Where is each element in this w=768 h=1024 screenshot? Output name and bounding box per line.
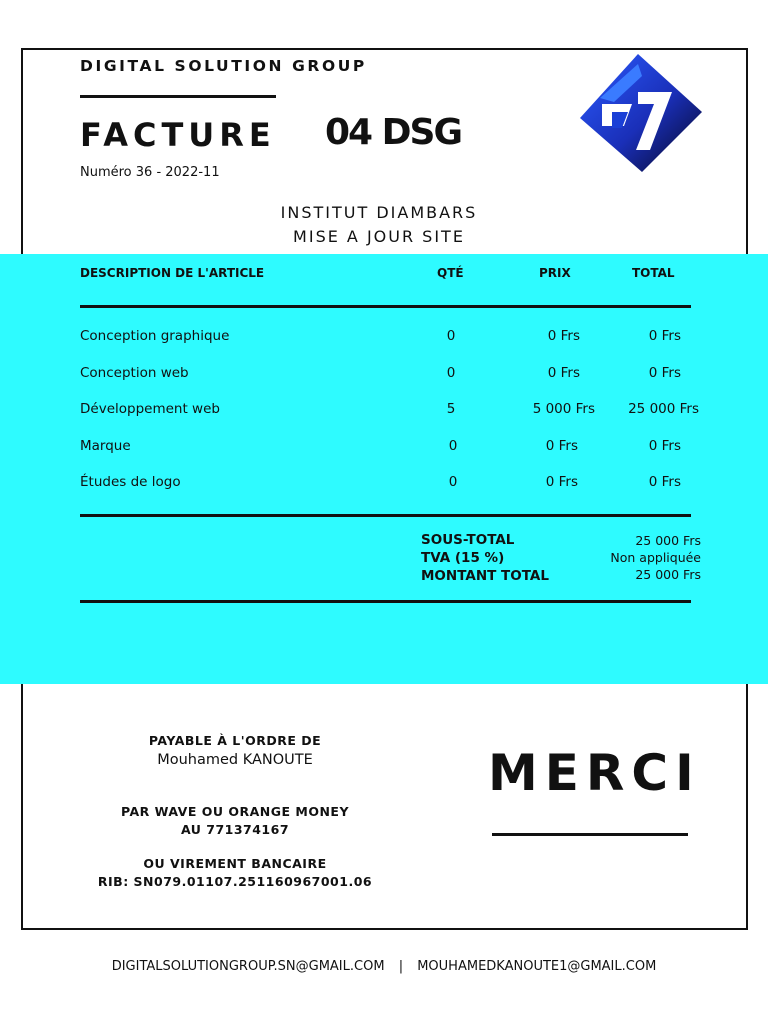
summary-divider [80,600,691,603]
row-total: 25 000 Frs [628,401,699,417]
subtotal-label: SOUS-TOTAL [421,532,515,548]
payable-label: PAYABLE À L'ORDRE DE [148,733,322,748]
total-label: MONTANT TOTAL [421,568,549,584]
row-total: 0 Frs [648,438,681,454]
row-qty: 5 [446,401,456,417]
footer-email-personal[interactable]: MOUHAMEDKANOUTE1@GMAIL.COM [417,959,657,974]
row-total: 0 Frs [648,365,681,381]
row-price: 0 Frs [545,474,578,490]
company-name: DIGITAL SOLUTION GROUP [80,57,367,75]
table-header-divider [80,305,691,308]
column-header-qty: QTÉ [437,266,464,280]
invoice-number: Numéro 36 - 2022-11 [80,165,220,180]
row-description: Conception graphique [80,328,230,344]
footer-separator: | [398,959,404,974]
thanks-divider [492,833,688,836]
mobile-payment-label: PAR WAVE OU ORANGE MONEY [120,804,350,819]
column-header-price: PRIX [539,266,571,280]
invoice-title: FACTURE [80,116,276,154]
row-qty: 0 [448,474,458,490]
tax-value: Non appliquée [610,550,701,565]
row-price: 0 Frs [547,328,580,344]
company-logo-icon [572,52,707,176]
row-description: Études de logo [80,474,181,490]
table-background [0,254,768,684]
column-header-description: DESCRIPTION DE L'ARTICLE [80,266,265,280]
table-footer-divider [80,514,691,517]
row-total: 0 Frs [648,328,681,344]
footer-email-company[interactable]: DIGITALSOLUTIONGROUP.SN@GMAIL.COM [111,959,385,974]
row-description: Développement web [80,401,220,417]
row-price: 5 000 Frs [532,401,595,417]
tax-label: TVA (15 %) [421,550,505,566]
project-name: MISE A JOUR SITE [293,227,465,246]
header-divider [80,95,276,98]
row-total: 0 Frs [648,474,681,490]
row-qty: 0 [446,328,456,344]
bank-rib: RIB: SN079.01107.251160967001.06 [97,874,373,889]
thanks-text: MERCI [488,744,701,802]
payee-name: Mouhamed KANOUTE [157,752,313,768]
row-qty: 0 [448,438,458,454]
row-description: Conception web [80,365,189,381]
row-price: 0 Frs [547,365,580,381]
subtotal-value: 25 000 Frs [635,533,701,548]
column-header-total: TOTAL [632,266,675,280]
invoice-code: 04 DSG [325,112,461,153]
client-name: INSTITUT DIAMBARS [280,203,478,222]
total-value: 25 000 Frs [635,567,701,582]
row-qty: 0 [446,365,456,381]
footer-contacts [0,959,768,974]
bank-transfer-label: OU VIREMENT BANCAIRE [143,856,327,871]
row-description: Marque [80,438,131,454]
row-price: 0 Frs [545,438,578,454]
mobile-payment-number: AU 771374167 [180,822,290,837]
